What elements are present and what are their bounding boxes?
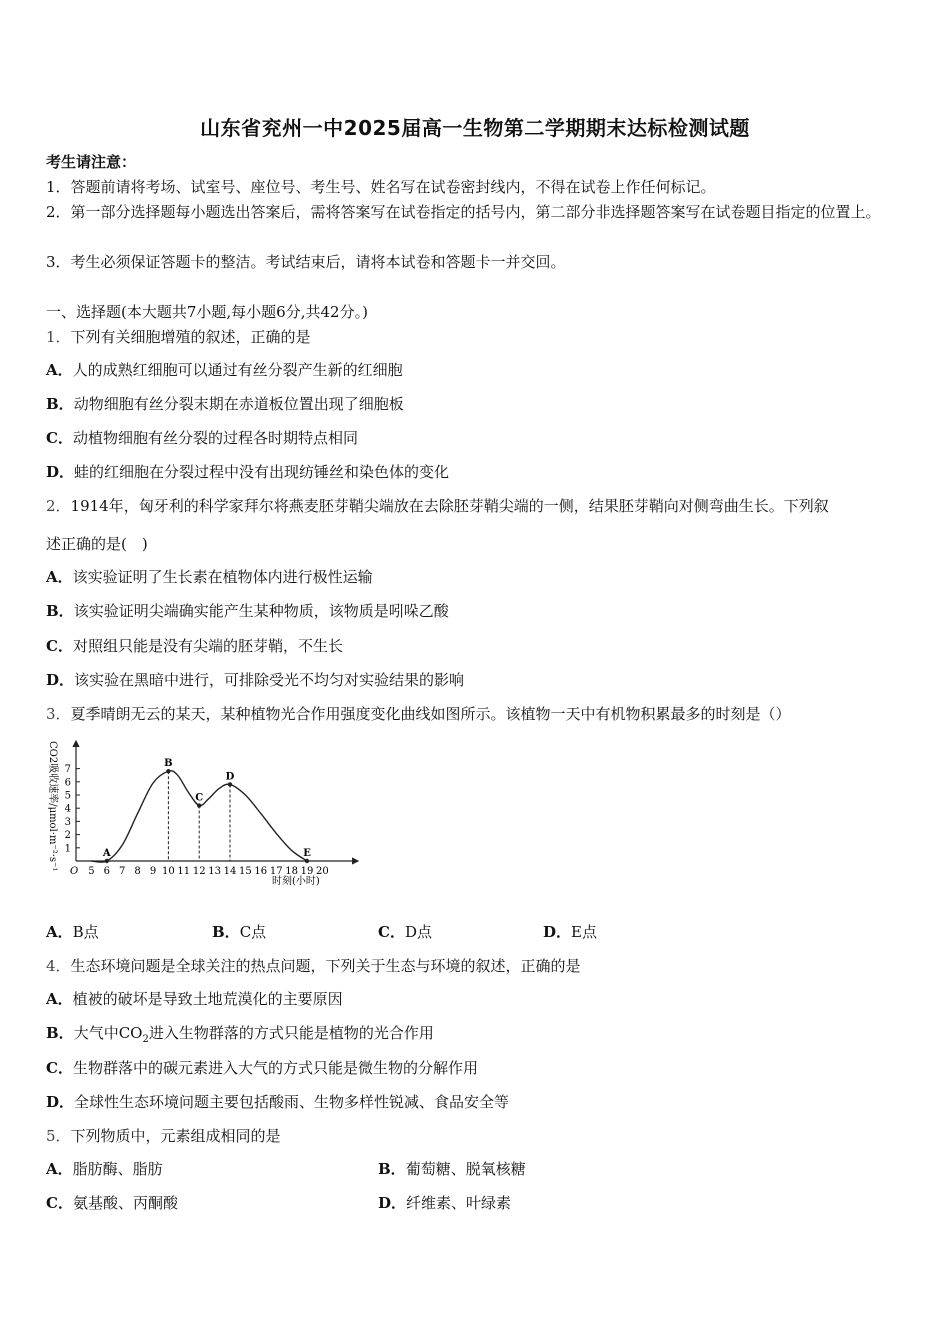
x-tick-label: 16 <box>254 866 268 877</box>
option-label: D． <box>46 463 75 481</box>
option-label: A． <box>46 361 73 379</box>
option-text: B点 <box>72 923 99 941</box>
option-label: B． <box>212 923 240 941</box>
option-4b[interactable] <box>46 1023 434 1050</box>
option-2c[interactable] <box>46 636 343 656</box>
option-label: C． <box>46 1194 73 1212</box>
question-stem: 下列有关细胞增殖的叙述，正确的是 <box>70 328 311 346</box>
point-A <box>105 859 109 863</box>
option-text: E点 <box>571 923 597 941</box>
option-label: D． <box>378 1194 407 1212</box>
question-stem: 下列物质中，元素组成相同的是 <box>70 1127 281 1145</box>
y-tick-label: 2 <box>64 830 71 842</box>
question-stem: 夏季晴朗无云的某天，某种植物光合作用强度变化曲线如图所示。该植物一天中有机物积累最多的时刻是（） <box>70 705 791 723</box>
option-label: C． <box>378 923 405 941</box>
question-number: 2． <box>46 497 71 515</box>
option-text: 氨基酸、丙酮酸 <box>72 1194 178 1212</box>
y-tick-label: 3 <box>64 816 71 828</box>
origin-label: O <box>70 866 79 877</box>
x-tick-label: 5 <box>88 866 95 877</box>
option-text: 植被的破坏是导致土地荒漠化的主要原因 <box>72 990 343 1008</box>
x-tick-label: 13 <box>208 866 221 877</box>
question-2-stem-line2: 述正确的是( ) <box>46 535 148 553</box>
option-text: D点 <box>404 923 432 941</box>
option-text: 对照组只能是没有尖端的胚芽鞘，不生长 <box>72 637 343 655</box>
option-text: 人的成熟红细胞可以通过有丝分裂产生新的红细胞 <box>72 361 403 379</box>
point-label-E: E <box>303 848 311 859</box>
photosynthesis-chart <box>40 733 370 893</box>
question-stem: 1914年，匈牙利的科学家拜尔将燕麦胚芽鞘尖端放在去除胚芽鞘尖端的一侧，结果胚芽鞘向对侧弯曲生长。下列叙 <box>70 497 829 515</box>
question-stem: 生态环境问题是全球关注的热点问题，下列关于生态与环境的叙述，正确的是 <box>70 957 581 975</box>
x-axis-label: 时刻(小时) <box>272 876 320 887</box>
option-text: 该实验证明尖端确实能产生某种物质，该物质是吲哚乙酸 <box>73 602 449 620</box>
option-text-subscript: 2 <box>142 1034 149 1045</box>
option-2a[interactable] <box>46 567 373 587</box>
option-3d[interactable] <box>543 922 597 942</box>
option-text: 葡萄糖、脱氧核糖 <box>405 1160 526 1178</box>
option-2b[interactable] <box>46 601 449 621</box>
question-5 <box>46 1126 281 1146</box>
y-tick-label: 1 <box>64 843 71 855</box>
option-label: B． <box>46 1024 74 1042</box>
option-label: C． <box>46 1059 73 1077</box>
option-1a[interactable] <box>46 360 403 380</box>
option-label: A． <box>46 568 73 586</box>
option-text: 全球性生态环境问题主要包括酸雨、生物多样性锐减、食品安全等 <box>74 1093 510 1111</box>
option-5a[interactable] <box>46 1159 163 1179</box>
guide-lines <box>168 771 230 861</box>
option-3b[interactable] <box>212 922 266 942</box>
y-tick-label: 4 <box>64 803 71 815</box>
x-tick-label: 7 <box>119 866 126 877</box>
option-1d[interactable] <box>46 462 449 482</box>
option-4a[interactable] <box>46 989 343 1009</box>
option-text: 生物群落中的碳元素进入大气的方式只能是微生物的分解作用 <box>72 1059 478 1077</box>
option-label: C． <box>46 637 73 655</box>
option-text-post: 进入生物群落的方式只能是植物的光合作用 <box>148 1024 434 1042</box>
notice-heading: 考生请注意： <box>46 153 137 171</box>
notice-item-1: 1．答题前请将考场、试室号、座位号、考生号、姓名写在试卷密封线内，不得在试卷上作任何标记。 <box>46 178 716 196</box>
option-text: 纤维素、叶绿素 <box>406 1194 512 1212</box>
option-text: 脂肪酶、脂肪 <box>72 1160 163 1178</box>
question-number: 3． <box>46 705 71 723</box>
notice-item-3: 3．考生必须保证答题卡的整洁。考试结束后，请将本试卷和答题卡一并交回。 <box>46 253 566 271</box>
option-text-pre: 大气中CO <box>73 1024 143 1042</box>
question-4 <box>46 956 581 976</box>
question-3 <box>46 704 791 724</box>
option-text: 蛙的红细胞在分裂过程中没有出现纺锤丝和染色体的变化 <box>74 463 450 481</box>
option-5b[interactable] <box>378 1159 526 1179</box>
point-label-C: C <box>195 792 204 804</box>
option-2d[interactable] <box>46 670 464 690</box>
x-tick-label: 10 <box>162 866 175 877</box>
option-label: A． <box>46 923 73 941</box>
option-text: 动植物细胞有丝分裂的过程各时期特点相同 <box>72 429 358 447</box>
y-tick-label: 6 <box>64 777 71 789</box>
option-label: B． <box>46 602 74 620</box>
option-label: C． <box>46 429 73 447</box>
point-B <box>166 769 170 773</box>
x-tick-label: 11 <box>177 866 191 877</box>
question-2 <box>46 496 829 516</box>
x-tick-label: 14 <box>223 866 237 877</box>
question-1 <box>46 327 311 347</box>
question-number: 4． <box>46 957 71 975</box>
x-tick-label: 6 <box>103 866 110 877</box>
option-label: A． <box>46 1160 73 1178</box>
x-tick-label: 15 <box>239 866 252 877</box>
option-label: B． <box>46 395 74 413</box>
option-label: A． <box>46 990 73 1008</box>
x-tick-label: 9 <box>149 866 157 877</box>
point-label-D: D <box>225 771 235 783</box>
point-label-B: B <box>164 758 173 770</box>
y-tick-label: 5 <box>64 790 71 802</box>
x-tick-label: 8 <box>134 866 141 877</box>
option-5c[interactable] <box>46 1193 178 1213</box>
point-C <box>197 803 201 807</box>
x-tick-labels <box>88 866 329 877</box>
option-label: D． <box>46 671 75 689</box>
point-E <box>305 859 309 863</box>
y-tick-labels <box>65 764 80 854</box>
option-5d[interactable] <box>378 1193 511 1213</box>
option-label: D． <box>543 923 572 941</box>
x-tick-label: 18 <box>285 866 298 877</box>
point-D <box>228 782 232 786</box>
notice-item-2: 2．第一部分选择题每小题选出答案后，需将答案写在试卷指定的括号内，第二部分非选择题答案写在试卷题目指定的位置上。 <box>46 203 881 221</box>
option-text: C点 <box>239 923 267 941</box>
option-4c[interactable] <box>46 1058 478 1078</box>
option-3c[interactable] <box>378 922 432 942</box>
x-tick-label: 19 <box>300 866 314 877</box>
key-points <box>102 758 311 863</box>
y-axis-label: CO2吸收速率/μmol·m⁻²·s⁻¹ <box>47 741 58 872</box>
option-3a[interactable] <box>46 922 99 942</box>
option-text: 该实验在黑暗中进行，可排除受光不均匀对实验结果的影响 <box>74 671 465 689</box>
question-number: 1． <box>46 328 71 346</box>
x-tick-label: 17 <box>269 866 283 877</box>
section-heading: 一、选择题(本大题共7小题,每小题6分,共42分。) <box>46 303 368 321</box>
option-label: D． <box>46 1093 75 1111</box>
option-4d[interactable] <box>46 1092 509 1112</box>
x-tick-label: 20 <box>316 866 329 877</box>
option-text: 该实验证明了生长素在植物体内进行极性运输 <box>72 568 373 586</box>
question-number: 5． <box>46 1127 71 1145</box>
option-1b[interactable] <box>46 394 404 414</box>
point-label-A: A <box>102 848 111 859</box>
x-tick-label: 12 <box>192 866 206 877</box>
option-text: 动物细胞有丝分裂末期在赤道板位置出现了细胞板 <box>73 395 404 413</box>
option-label: B． <box>378 1160 406 1178</box>
y-tick-label: 7 <box>64 764 71 776</box>
exam-title: 山东省兖州一中2025届高一生物第二学期期末达标检测试题 <box>200 116 750 140</box>
option-1c[interactable] <box>46 428 358 448</box>
